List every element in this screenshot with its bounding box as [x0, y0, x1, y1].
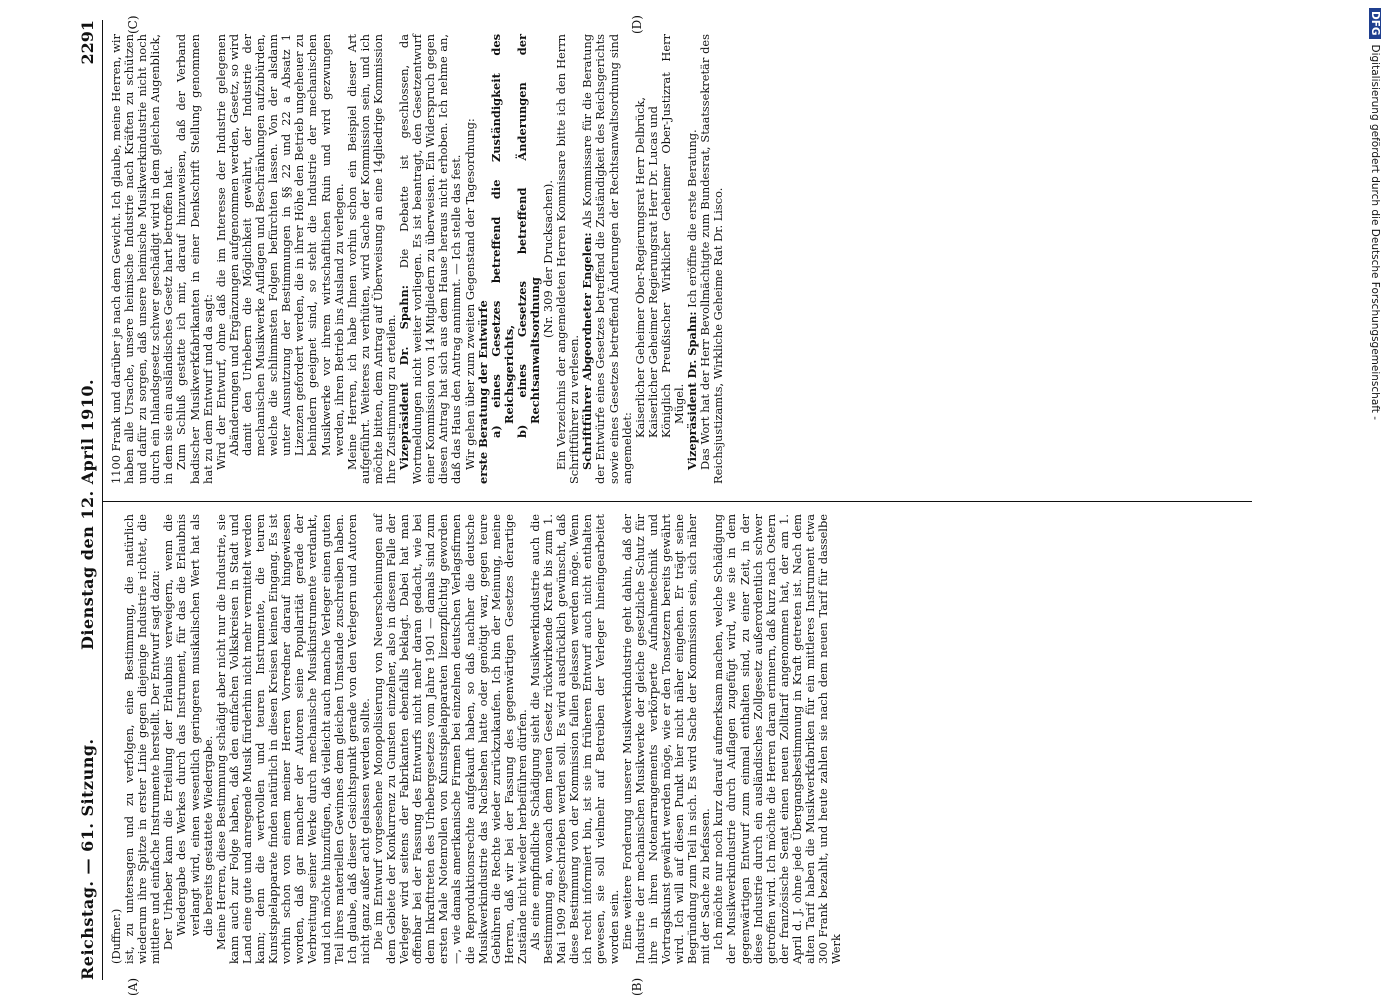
quoted-paragraph: Wird der Entwurf, ohne daß die im Interesse der Industrie gelegenen Abänderungen und Ergänzungen aufgenommen werden, Gesetz, so wird damit den Urhebern die Möglichkeit gewährt, der Industrie der mechanischen Musikwerke Auflagen und Beschränkungen aufzubürden, welche die schlimmsten Folgen befürchten lassen. Von der alsdann unter Ausnutzung der Bestimmungen in §§ 22 und 22 a Absatz 1 Lizenzen gefordert werden, die in ihrer Höhe den Betrieb ungeheuer zu behindern geeignet sind, so steht die Industrie der mechanischen Musikwerke vor ihrem wirtschaftlichen Ruin und wird gezwungen werden, ihren Betrieb ins Ausland zu verlegen.	[213, 34, 346, 470]
agenda-heading-text: erste Beratung der Entwürfe	[475, 300, 490, 484]
right-column	[110, 34, 725, 484]
commissioner-item: Königlich Preußischer Wirklicher Geheimer Ober-Justizrat Herr Mügel.	[658, 34, 687, 438]
margin-marker-b: (B)	[630, 977, 644, 996]
paragraph: Als eine empfindliche Schädigung sieht die Musikwerkindustrie auch die Bestimmung an, wonach dem neuen Gesetz rückwirkende Kraft bis zum 1. Mai 1909 zugeschrieben werden soll. Es wird ausdrücklich gewünscht, daß diese Bestimmung von der Kommission fallen gelassen werden möge. Wenn ich recht informiert bin, ist sie im früheren Entwurf auch nicht enthalten gewesen, sie soll vielmehr auf Betreiben der Verleger hineingearbeitet worden sein.	[528, 514, 621, 964]
credit-text: Digitalisierung gefördert durch die Deutsche Forschungsgemeinschaft -	[1369, 44, 1381, 421]
paragraph: ist, zu untersagen und zu verfolgen, eine Bestimmung, die natürlich wiederum ihre Spitze in erster Linie gegen diejenige Industrie richtet, die mittlere und einfache Instrumente herstellt. Der Entwurf sagt dazu:	[122, 514, 163, 964]
page-number: 2291	[78, 20, 97, 65]
agenda-item-b-text: b) eines Gesetzes betreffend Änderungen der Rechtsanwaltsordnung	[514, 34, 542, 438]
digitization-credit	[1361, 8, 1381, 998]
column-rule	[102, 501, 1252, 502]
agenda-item-a-text: a) eines Gesetzes betreffend die Zuständigkeit des Reichsgerichts,	[488, 34, 516, 438]
document-page	[30, 0, 1330, 1000]
speaker-name: Schriftführer Abgeordneter Engelen:	[580, 232, 595, 470]
statement-text: Die Debatte ist geschlossen, da Wortmeldungen nicht weiter vorliegen. Es ist beantragt, den Gesetzentwurf einer Kommission von 14 Mitgliedern zu überweisen. Ein Widerspruch gegen diesen Antrag hat sich aus dem Hause heraus nicht erhoben. Ich nehme an, daß das Haus den Antrag annimmt. — Ich stelle das fest.	[397, 33, 464, 484]
paragraph: Ein Verzeichnis der angemeldeten Herren Kommissare bitte ich den Herrn Schriftführer zu verlesen.	[554, 34, 582, 484]
quoted-paragraph: Der Urheber kann die Erteilung der Erlaubnis verweigern, wenn die Wiedergabe des Werkes durch das Instrument, für das die Erlaubnis verlangt wird, einen wesentlich geringeren musikalischen Wert hat als die bereits gestattete Wiedergabe.	[161, 514, 215, 950]
margin-marker-c: (C)	[126, 15, 140, 34]
secretary-statement	[581, 34, 633, 484]
paragraph: Die im Entwurf vorgesehene Monopolisierung von Neuerscheinungen auf dem Gebiete der Konkurrenz zu Gunsten einzelner, also in diesem Falle der Verleger wird seitens der Fabrikanten ebenfalls beklagt. Dabei hat man offenbar bei der Fassung des Entwurfs nicht mehr daran gedacht, wie bei dem Inkrafttreten des Urhebergesetzes vom Jahre 1901 — damals sind zum ersten Male Notenrollen von Kunstspielapparaten lizenzpflichtig geworden —, wie damals amerikanische Firmen bei einzelnen deutschen Verlagsfirmen die Reproduktionsrechte aufgekauft haben, so daß nachher die deutsche Musikwerkindustrie das Nachsehen hatte oder genötigt war, gegen teure Gebühren die Rechte wieder zurückzukaufen. Ich bin der Meinung, meine Herren, daß wir bei der Fassung des gegenwärtigen Gesetzes derartige Zustände nicht wieder herbeiführen dürfen.	[370, 514, 529, 964]
paragraph: Ich möchte nur noch kurz darauf aufmerksam machen, welche Schädigung der Musikwerkindustrie durch Auflagen zugefügt wird, wie sie in dem gegenwärtigen Entwurf zum einmal enthalten sind, zu einer Zeit, in der diese Industrie durch ein ausländisches Zollgesetz außerordentlich schwer getroffen wird. Ich möchte die Herren daran erinnern, daß kurz nach Ostern der französische Senat einen neuen Zolltarif angenommen hat, der am 1. April d. J. ohne jede Übergangsbestimmung in Kraft getreten ist. Nach dem alten Tarif haben die Musikwerkfabriken für ein mittleres Instrument etwa 300 Frank bezahlt, und heute zahlen sie nach dem neuen Tarif für dasselbe Werk	[711, 514, 844, 964]
left-column	[110, 514, 843, 964]
margin-marker-a: (A)	[126, 977, 140, 996]
vp-statement	[398, 34, 463, 484]
agenda-reference: (Nr. 309 der Drucksachen).	[541, 180, 556, 338]
agenda-item-b	[516, 34, 542, 484]
credit-line	[1365, 8, 1381, 998]
paragraph: 1100 Frank und darüber je nach dem Gewicht. Ich glaube, meine Herren, wir haben alle Ursache, unsere heimische Industrie nach Kräften zu schützen und dafür zu sorgen, daß unsere heimische Musikwerkindustrie nicht noch durch ein Inlandsgesetz schwer geschädigt wird in dem gleichen Augenblick, in dem sie ein ausländisches Gesetz hart betroffen hat.	[109, 34, 176, 484]
session-date: Dienstag den 12. April 1910.	[78, 378, 97, 650]
paragraph: Wir gehen über zum zweiten Gegenstand der Tagesordnung:	[462, 118, 477, 470]
speaker-label: (Duffner.)	[109, 908, 123, 964]
statement-text: Als Kommissare für die Beratung der Entwürfe eines Gesetzes betreffend die Zuständigkeit des Reichsgerichts sowie eines Gesetzes betreffend Änderungen der Rechtsanwaltsordnung sind angemeldet:	[580, 33, 634, 484]
commissioner-item: Kaiserlicher Geheimer Regierungsrat Herr Dr. Lucas und	[645, 106, 660, 438]
paragraph: Zum Schluß gestatte ich mir, darauf hinzuweisen, daß der Verband badischer Musikwerkfabrikanten in einer Denkschrift Stellung genommen hat zu dem Entwurf und da sagt:	[174, 34, 215, 484]
session-title: Reichstag. — 61. Sitzung.	[78, 738, 97, 980]
commissioner-item: Kaiserlicher Geheimer Ober-Regierungsrat Herr Delbrück,	[632, 97, 647, 438]
margin-marker-d: (D)	[630, 15, 644, 34]
dfg-logo: DFG	[1369, 8, 1381, 39]
paragraph: Das Wort hat der Herr Bevollmächtigte zum Bundesrat, Staatssekretär des Reichsjustizamts, Wirkliche Geheime Rat Dr. Lisco.	[698, 34, 726, 484]
running-head	[78, 20, 102, 980]
paragraph: Meine Herren, diese Bestimmung schädigt aber nicht nur die Industrie, sie kann auch zur Folge haben, daß den einfachen Volkskreisen in Stadt und Land eine gute und anregende Musik fürderhin nicht mehr vermittelt werden kann; denn die wertvollen und teuren Instrumente, die teuren Kunstspielapparate finden natürlich in diesen Kreisen keinen Eingang. Es ist vorhin schon von einem meiner Herren Vorredner darauf hingewiesen worden, daß gar mancher der Autoren seine Popularität gerade der Verbreitung seiner Werke durch mechanische Musikinstrumente verdankt, und ich möchte hinzufügen, daß vielleicht auch manche Verleger einen guten Teil ihres materiellen Gewinnes dem gleichen Umstande zuschreiben haben. Ich glaube, daß dieser Gesichtspunkt gerade von den Verlegern und Autoren nicht ganz außer acht gelassen werden sollte.	[213, 514, 372, 964]
header-rule	[102, 20, 103, 980]
paragraph: Eine weitere Forderung unserer Musikwerkindustrie geht dahin, daß der Industrie der mechanischen Musikwerke der gleiche gesetzliche Schutz für ihre in ihren Notenarrangements verkörperte Aufnahmetechnik und Vortragskunst gewährt werden möge, wie er den Tonsetzern bereits gewährt wird. Ich will auf diesen Punkt hier nicht näher eingehen. Er trägt seine Begründung zum Teil in sich. Es wird Sache der Kommission sein, sich näher mit der Sache zu befassen.	[619, 514, 713, 964]
statement-text: Ich eröffne die erste Beratung.	[685, 129, 700, 308]
agenda-item-a	[490, 34, 516, 484]
speaker-name: Vizepräsident Dr. Spahn:	[685, 311, 700, 470]
paragraph: Meine Herren, ich habe Ihnen vorhin schon ein Beispiel dieser Art aufgeführt. Weiteres zu verhüten, wird Sache der Kommission sein, und ich möchte bitten, dem Antrag auf Überweisung an eine 14gliedrige Kommission Ihre Zustimmung zu erteilen.	[344, 34, 398, 484]
speaker-name: Vizepräsident Dr. Spahn:	[397, 285, 412, 470]
